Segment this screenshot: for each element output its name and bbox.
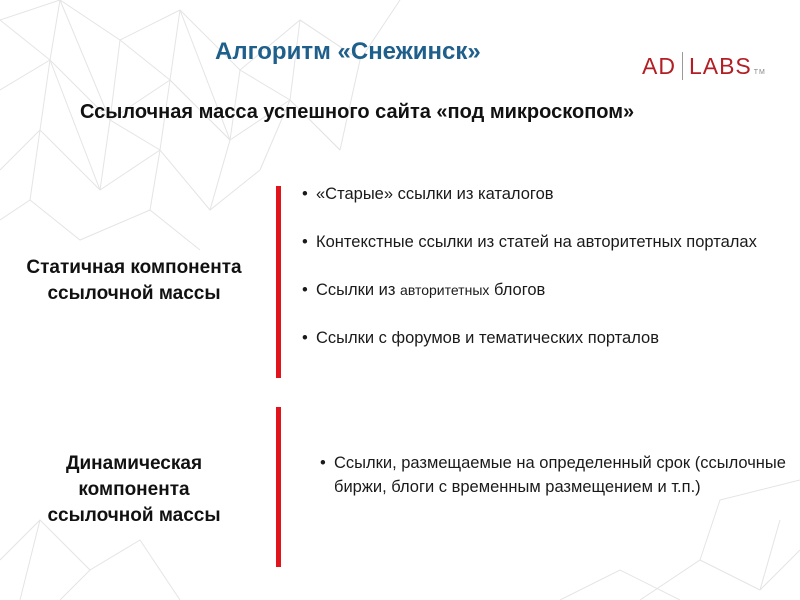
- list-item-suffix: блогов: [489, 281, 546, 299]
- logo-separator: [682, 52, 683, 80]
- dynamic-section-divider: [276, 407, 281, 567]
- list-item-prefix: Ссылки из: [316, 281, 401, 299]
- slide-subtitle: Ссылочная масса успешного сайта «под микроскопом»: [80, 101, 635, 123]
- static-links-list: [302, 183, 792, 375]
- logo-text-labs: LABS: [688, 52, 752, 79]
- static-section-label: Статичная компонента ссылочной массы: [26, 257, 242, 304]
- list-item: • Ссылки с форумов и тематических порталов: [302, 327, 792, 350]
- logo-trademark: TM: [753, 69, 766, 76]
- list-item-small-text: авторитетных: [400, 282, 490, 298]
- list-item: • Контекстные ссылки из статей на авторитетных порталах: [302, 231, 792, 254]
- list-item: [302, 279, 792, 302]
- static-section-divider: [276, 186, 281, 378]
- list-item: • «Старые» ссылки из каталогов: [302, 183, 792, 206]
- adlabs-logo: [642, 52, 766, 80]
- slide-title: Алгоритм «Снежинск»: [215, 38, 481, 65]
- dynamic-links-list: [320, 451, 790, 499]
- logo-text-ad: AD: [642, 52, 676, 79]
- list-item: • Ссылки, размещаемые на определенный срок (ссылочные биржи, блоги с временным размещением и т.п.): [320, 451, 790, 499]
- dynamic-section-label: Динамическая компонента ссылочной массы: [47, 453, 221, 526]
